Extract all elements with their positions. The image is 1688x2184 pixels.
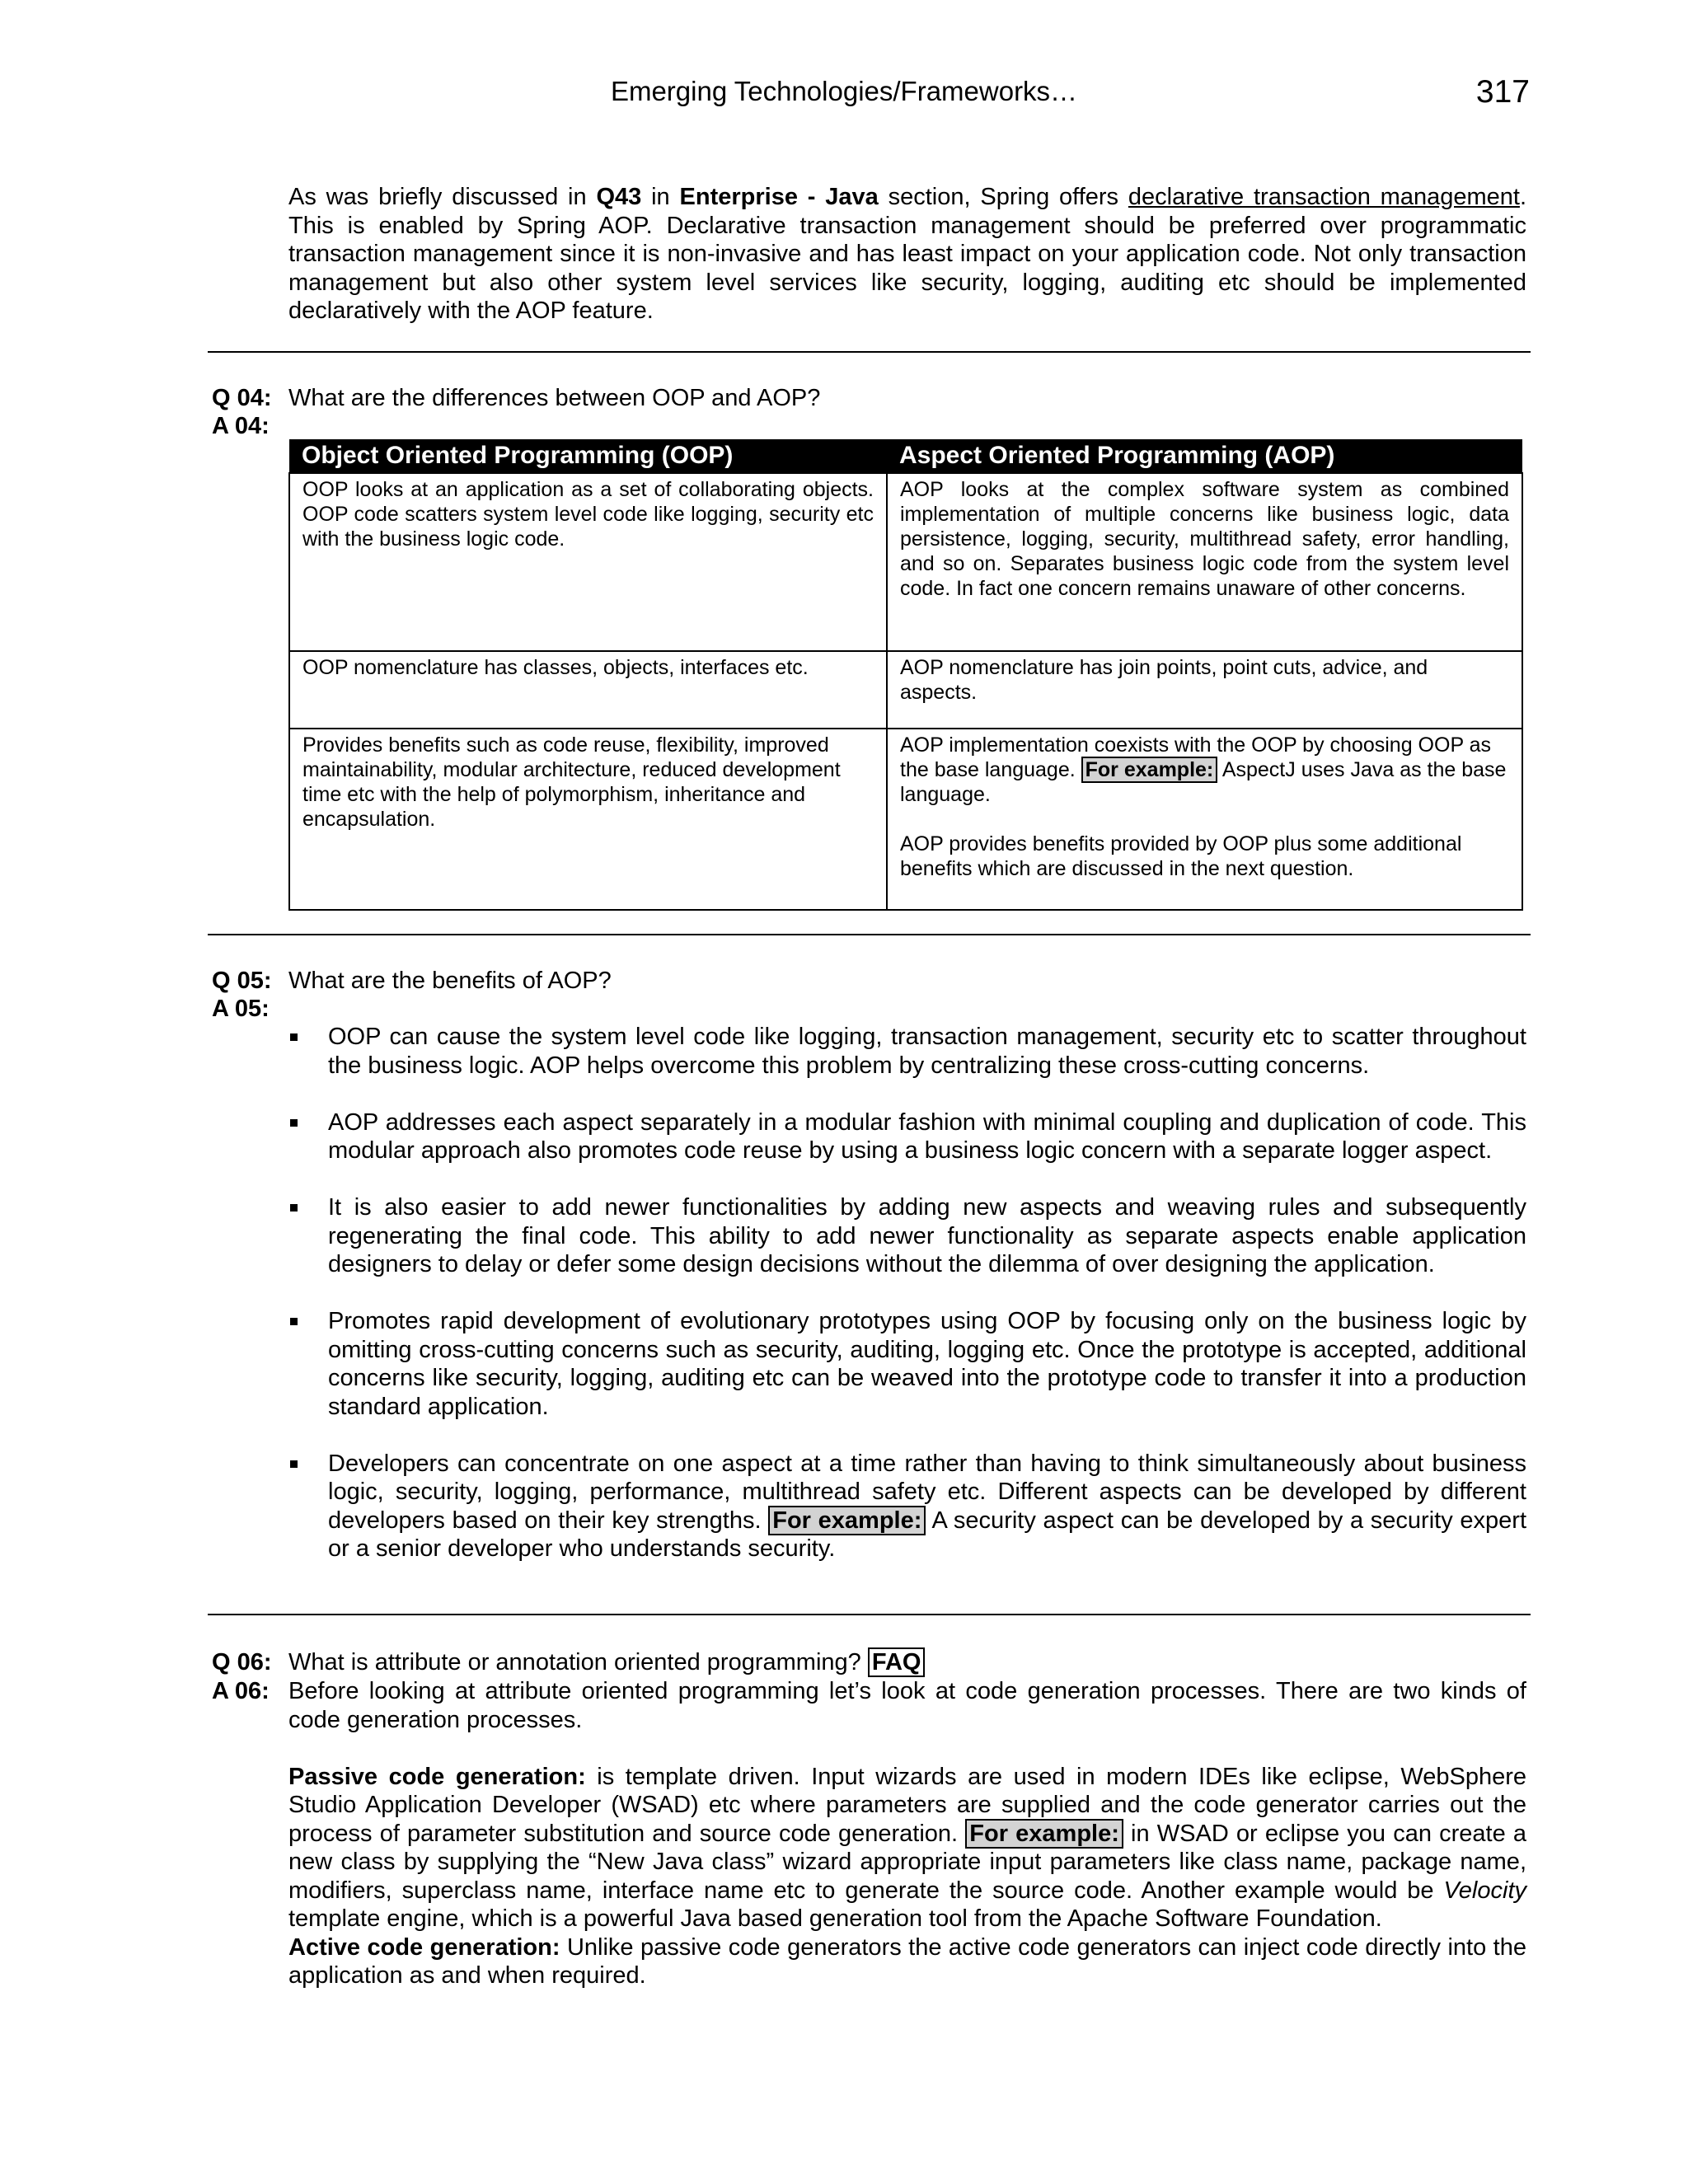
list-item: It is also easier to add newer functionalities by adding new aspects and weaving rules and subsequently regenerating the final code. This ability to add newer functionality as separate aspects enable application designers to delay or defer some design decisions without the dilemma of over designing the application. — [288, 1193, 1526, 1279]
intro-paragraph: As was briefly discussed in Q43 in Enterprise - Java section, Spring offers declarative transaction management. This is enabled by Spring AOP. Declarative transaction management should be preferred over programmatic transaction management since it is non-invasive and has least impact on your application code. Not only transaction management but also other system level services like security, logging, auditing etc should be implemented declaratively with the AOP feature. — [288, 184, 1526, 324]
oop-cell-benefits: Provides benefits such as code reuse, flexibility, improved maintainability, modular architecture, reduced development time etc with the help of polymorphism, inheritance and encapsulation. — [289, 729, 887, 910]
velocity-term: Velocity — [1443, 1877, 1526, 1904]
running-header-title: Emerging Technologies/Frameworks… — [610, 76, 1078, 106]
active-code-generation-label: Active code generation: — [288, 1933, 560, 1961]
table-header-row — [289, 439, 1522, 473]
a05-label: A 05: — [212, 996, 270, 1022]
q06-label: Q 06: — [212, 1649, 272, 1675]
passive-code-generation-label: Passive code generation: — [288, 1763, 586, 1790]
table-row — [289, 473, 1522, 651]
aop-cell-nomenclature: AOP nomenclature has join points, point cuts, advice, and aspects. — [887, 651, 1522, 729]
declarative-transaction-link[interactable]: declarative transaction management — [1128, 184, 1520, 210]
code-generation-intro: Before looking at attribute oriented programming let’s look at code generation processes. There are two kinds of code generation processes. — [288, 1678, 1526, 1733]
section-divider — [208, 351, 1531, 353]
table-row — [289, 729, 1522, 910]
q06-question: What is attribute or annotation oriented programming? FAQ — [288, 1648, 925, 1677]
passive-code-generation-paragraph: Passive code generation: is template driven. Input wizards are used in modern IDEs like eclipse, WebSphere Studio Application Developer (WSAD) etc where parameters are supplied and the code generator carries out the process of parameter substitution and source code generation. For example: in WSAD or eclipse you can create a new class by supplying the “New Java class” wizard appropriate input parameters like class name, package name, modifiers, superclass name, interface name etc to generate the source code. Another example would be Velocity template engine, which is a powerful Java based generation tool from the Apache Software Foundation. — [288, 1763, 1527, 1932]
q05-question: What are the benefits of AOP? — [288, 968, 612, 994]
q06-answer — [288, 1677, 1526, 1990]
active-code-generation-paragraph: Active code generation: Unlike passive code generators the active code generators can inject code directly into the application as and when required. — [288, 1933, 1526, 1989]
aop-column-header: Aspect Oriented Programming (AOP) — [887, 439, 1522, 473]
list-item: AOP addresses each aspect separately in a modular fashion with minimal coupling and duplication of code. This modular approach also promotes code reuse by using a business logic concern with a separate logger aspect. — [288, 1108, 1526, 1165]
for-example-highlight: For example: — [768, 1506, 926, 1535]
aop-cell-benefits: AOP implementation coexists with the OOP by choosing OOP as the base language. For example: AspectJ uses Java as the base language. AOP provides benefits provided by OOP plus some additional benefits which are discussed in the next question. — [887, 729, 1522, 910]
oop-cell-nomenclature: OOP nomenclature has classes, objects, interfaces etc. — [289, 651, 887, 729]
for-example-highlight: For example: — [1081, 757, 1218, 783]
page-number: 317 — [1475, 74, 1530, 110]
list-item: OOP can cause the system level code like logging, transaction management, security etc to scatter throughout the business logic. AOP helps overcome this problem by centralizing these cross-cutting concerns. — [288, 1023, 1526, 1080]
a04-label: A 04: — [212, 413, 270, 439]
section-divider — [208, 1614, 1531, 1615]
list-item: Promotes rapid development of evolutionary prototypes using OOP by focusing only on the business logic by omitting cross-cutting concerns such as security, auditing, logging etc. Once the prototype is accepted, additional concerns like security, logging, auditing etc can be weaved into the prototype code to transfer it into a production standard application. — [288, 1307, 1526, 1421]
q04-label: Q 04: — [212, 385, 272, 411]
for-example-highlight: For example: — [965, 1819, 1123, 1849]
aop-cell-definition: AOP looks at the complex software system as combined implementation of multiple concerns like business logic, data persistence, logging, security, multithread safety, error handling, and so on. Separates business logic code from the system level code. In fact one concern remains unaware of other concerns. — [887, 473, 1522, 651]
aop-benefits-list — [288, 1023, 1526, 1563]
oop-cell-definition: OOP looks at an application as a set of collaborating objects. OOP code scatters system level code like logging, security etc with the business logic code. — [289, 473, 887, 651]
section-divider — [208, 934, 1531, 935]
q05-label: Q 05: — [212, 968, 272, 994]
q04-question: What are the differences between OOP and AOP? — [288, 385, 821, 411]
a06-label: A 06: — [212, 1678, 270, 1704]
faq-badge: FAQ — [868, 1647, 926, 1677]
list-item: Developers can concentrate on one aspect at a time rather than having to think simultaneously about business logic, security, logging, performance, multithread safety etc. Different aspects can be developed by different developers based on their key strengths. For example: A security aspect can be developed by a security expert or a senior developer who understands security. — [288, 1450, 1526, 1563]
table-row — [289, 651, 1522, 729]
oop-aop-comparison-table — [288, 439, 1523, 911]
enterprise-java-reference: Enterprise - Java — [679, 184, 879, 210]
q43-reference: Q43 — [596, 184, 642, 210]
oop-column-header: Object Oriented Programming (OOP) — [289, 439, 887, 473]
intro-section — [288, 183, 1526, 326]
